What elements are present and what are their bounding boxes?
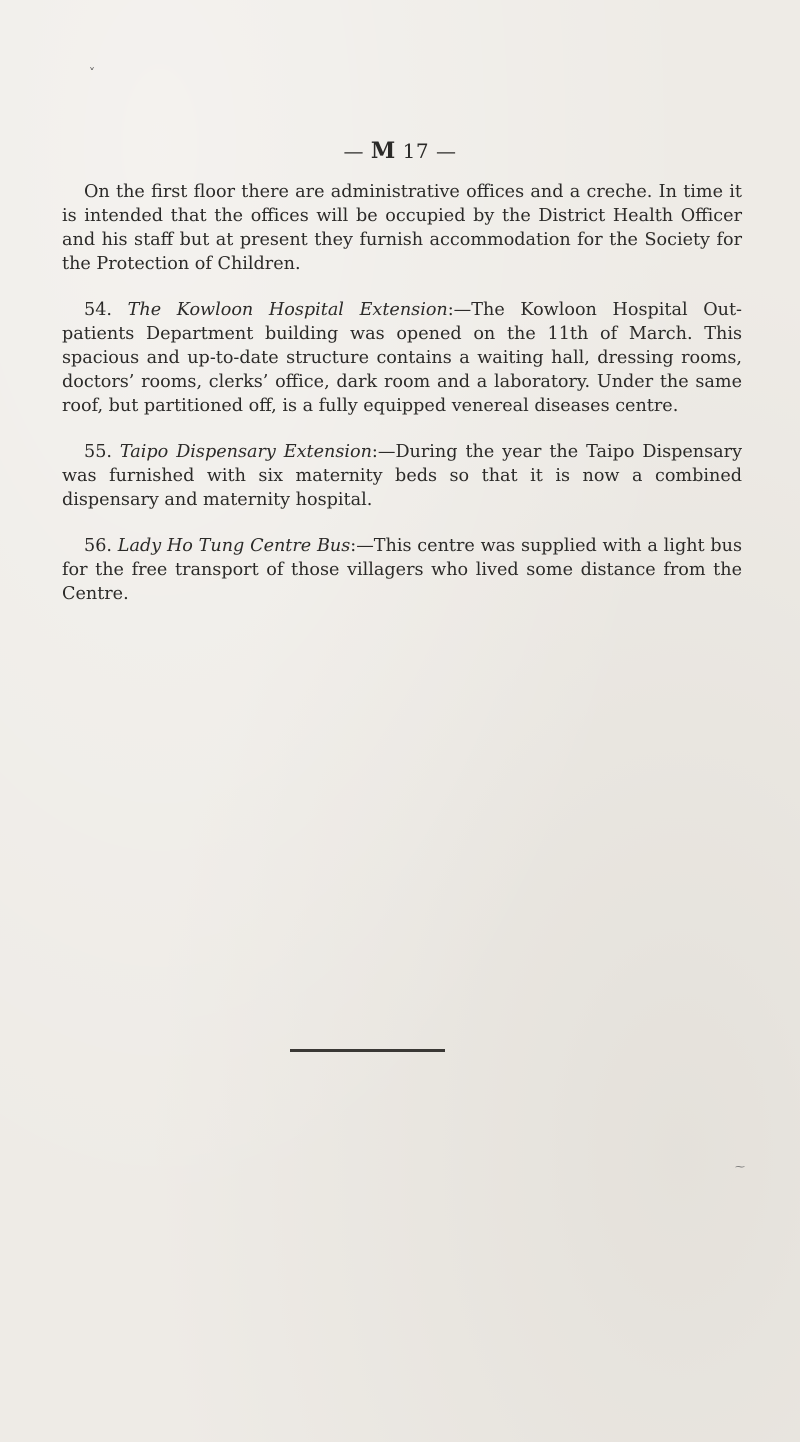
paragraph-text: On the first floor there are administrative offices and a creche. In time it is intended that the offices will be occupied by the District Health Officer and his staff but at present they furnish accommodation for the Society for the Protection of Children.	[62, 182, 742, 274]
stray-corner-mark: ⁓	[735, 1162, 745, 1173]
paragraph-text: :—The Kowloon Hospital Out-patients Department building was opened on the 11th of March. This spacious and up-to-date structure contains a waiting hall, dressing rooms, doctors’ rooms, clerks’ office, dark room and a laboratory. Under the same roof, but partitioned off, is a fully equipped venereal diseases centre.	[62, 300, 742, 416]
paragraph-heading: Taipo Dispensary Extension	[119, 442, 372, 462]
paragraph-54	[62, 298, 742, 418]
paragraph-number: 54.	[84, 300, 112, 320]
stray-ink-mark: ˅	[89, 66, 95, 80]
paragraph-heading: The Kowloon Hospital Extension	[127, 300, 448, 320]
paragraph-text: :—This centre was supplied with a light bus for the free transport of those villagers who lived some distance from the Centre.	[62, 536, 743, 604]
end-rule	[290, 1049, 445, 1052]
page-header	[0, 138, 800, 164]
paragraph-intro	[62, 180, 742, 276]
paragraph-56	[62, 534, 742, 606]
paragraph-number: 55.	[84, 442, 112, 462]
page-number: 17	[402, 139, 430, 163]
section-letter: M	[370, 138, 396, 164]
header-dash-left: —	[343, 139, 365, 163]
paragraph-55	[62, 440, 742, 512]
paragraph-heading: Lady Ho Tung Centre Bus	[117, 536, 351, 556]
header-dash-right: —	[435, 139, 457, 163]
body-text	[62, 180, 742, 628]
paragraph-text: :—During the year the Taipo Dispensary was furnished with six maternity beds so that it is now a combined dispensary and maternity hospital.	[62, 442, 743, 510]
paragraph-number: 56.	[84, 536, 112, 556]
